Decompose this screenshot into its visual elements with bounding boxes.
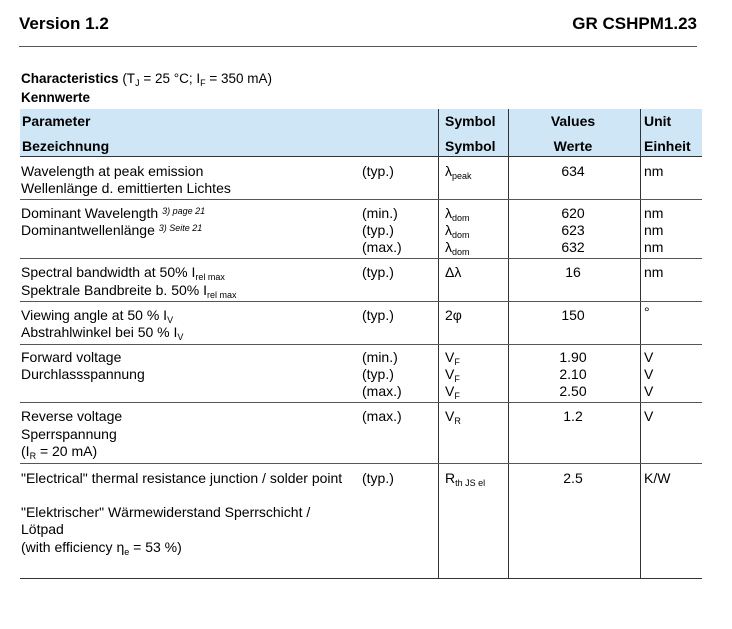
row-divider [20, 199, 702, 200]
unit: nm [644, 163, 664, 179]
param-thermal-resistance-efficiency: (with efficiency $\eta_e = 53$ %) [21, 539, 182, 557]
value: 2.5 [563, 470, 583, 486]
symbol-delta-lambda: Δλ [445, 264, 462, 280]
param-forward-voltage-de: Durchlassspannung [21, 366, 145, 382]
value: 150 [561, 307, 585, 323]
unit: nm [644, 239, 664, 255]
param-dominant-wavelength-de: Dominantwellenlänge $^{3) Seite 21}$ [21, 222, 203, 238]
row-divider [20, 156, 702, 157]
param-wavelength-peak-de: Wellenlänge d. emittierten Lichtes [21, 180, 231, 196]
row-divider [20, 344, 702, 345]
param-reverse-voltage-de: Sperrspannung [21, 426, 117, 442]
condition: (typ.) [362, 222, 394, 238]
row-divider [20, 258, 702, 259]
unit: V [644, 408, 654, 424]
condition: (typ.) [362, 470, 394, 486]
symbol-two-phi: 2φ [445, 307, 462, 323]
param-viewing-angle: Viewing angle at 50 % $I_V$ [21, 307, 174, 325]
condition: (min.) [362, 205, 398, 221]
col-header-einheit: Einheit [644, 138, 691, 154]
param-wavelength-peak: Wavelength at peak emission [21, 163, 204, 179]
value: 623 [561, 222, 585, 238]
unit: K/W [644, 470, 671, 486]
row-divider [20, 301, 702, 302]
symbol-vr: $V_R$ [445, 408, 461, 426]
characteristics-subtitle: Kennwerte [21, 90, 91, 105]
col-header-values: Values [550, 113, 596, 129]
param-thermal-resistance: "Electrical" thermal resistance junction / solder point [21, 470, 343, 486]
unit: ° [644, 304, 650, 320]
symbol-vf: $V_F$ [445, 383, 460, 401]
caption-cond-close: = 350 mA) [205, 71, 273, 86]
value: 634 [561, 163, 585, 179]
col-header-symbol-de: Symbol [445, 138, 496, 154]
symbol-lambda-dom: $\lambda_{dom}$ [445, 239, 470, 257]
col-header-bezeichnung: Bezeichnung [22, 138, 110, 154]
caption-cond-mid: = 25 °C; I [139, 71, 201, 86]
value: 632 [561, 239, 585, 255]
unit: V [644, 349, 654, 365]
unit: V [644, 366, 654, 382]
col-header-werte: Werte [553, 138, 593, 154]
unit: nm [644, 222, 664, 238]
condition: (typ.) [362, 307, 394, 323]
table-bottom-border [20, 578, 702, 579]
caption-sub-f: F [200, 78, 206, 88]
product-code: GR CSHPM1.23 [572, 14, 697, 33]
param-spectral-bandwidth: Spectral bandwidth at 50% $I_{rel max}$ [21, 264, 225, 282]
caption-title: Characteristics [21, 71, 119, 86]
value: 1.90 [559, 349, 587, 365]
value: 1.2 [563, 408, 583, 424]
param-forward-voltage: Forward voltage [21, 349, 122, 365]
value: 16 [565, 264, 581, 280]
value: 2.50 [559, 383, 587, 399]
unit: V [644, 383, 654, 399]
col-header-parameter: Parameter [22, 113, 91, 129]
col-header-symbol: Symbol [445, 113, 496, 129]
caption-cond: (T [118, 71, 136, 86]
characteristics-caption [21, 71, 272, 86]
row-divider [20, 463, 702, 464]
caption-sub-j: J [135, 78, 140, 88]
header-divider [19, 46, 697, 47]
symbol-lambda-dom: $\lambda_{dom}$ [445, 222, 470, 240]
symbol-rth: $R_{th JS el}$ [445, 470, 486, 488]
characteristics-table [20, 109, 702, 579]
condition: (typ.) [362, 264, 394, 280]
condition: (max.) [362, 239, 402, 255]
col-header-unit: Unit [644, 113, 672, 129]
param-thermal-resistance-de-2: Lötpad [21, 521, 64, 537]
unit: nm [644, 205, 664, 221]
value: 620 [561, 205, 585, 221]
value: 2.10 [559, 366, 587, 382]
symbol-vf: $V_F$ [445, 366, 460, 384]
param-viewing-angle-de: Abstrahlwinkel bei 50 % $I_V$ [21, 324, 184, 342]
condition: (typ.) [362, 163, 394, 179]
symbol-lambda-dom: $\lambda_{dom}$ [445, 205, 470, 223]
param-thermal-resistance-de: "Elektrischer" Wärmewiderstand Sperrschicht / [21, 504, 311, 520]
param-dominant-wavelength: Dominant Wavelength $^{3) page 21}$ [21, 205, 206, 221]
param-reverse-voltage: Reverse voltage [21, 408, 123, 424]
row-divider [20, 402, 702, 403]
condition: (max.) [362, 408, 402, 424]
unit: nm [644, 264, 664, 280]
symbol-vf: $V_F$ [445, 349, 460, 367]
symbol-lambda-peak: $\lambda_{peak}$ [445, 163, 472, 181]
condition: (typ.) [362, 366, 394, 382]
param-spectral-bandwidth-de: Spektrale Bandbreite b. 50% $I_{rel max}$ [21, 282, 237, 300]
document-version: Version 1.2 [19, 14, 109, 33]
condition: (min.) [362, 349, 398, 365]
condition: (max.) [362, 383, 402, 399]
param-reverse-voltage-condition: ($I_R = 20$ mA) [21, 443, 98, 461]
